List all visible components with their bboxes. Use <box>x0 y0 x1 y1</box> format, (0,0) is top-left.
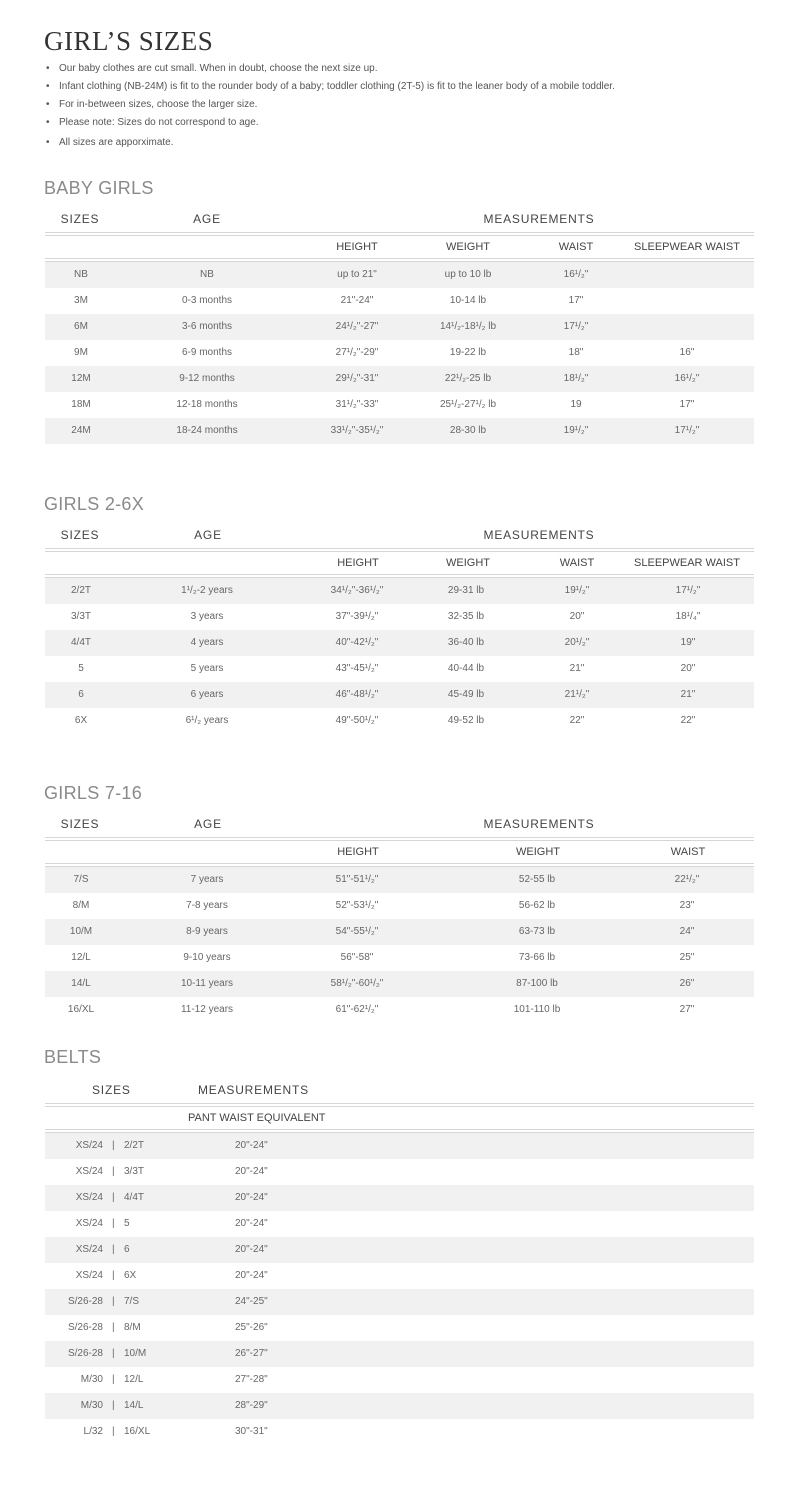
size-cell: 5 <box>78 663 84 674</box>
waist-header: WAIST <box>559 557 595 569</box>
age-cell: 9-10 years <box>183 952 231 963</box>
sleepwear-waist-cell: 21" <box>680 689 696 700</box>
pant-waist-cell: 25"-26" <box>235 1322 268 1333</box>
table-subheader <box>45 841 754 863</box>
height-cell: 24¹/₂"-27" <box>335 321 379 332</box>
table-row <box>45 366 754 392</box>
size-cell: 8/M <box>72 900 90 911</box>
sizes-header: SIZES <box>60 817 100 831</box>
waist-cell: 21" <box>569 663 585 674</box>
table-subheader <box>45 552 754 574</box>
height-cell: 27¹/₂"-29" <box>335 347 379 358</box>
weight-cell: 45-49 lb <box>447 689 485 700</box>
sleepwear-waist-cell: 16" <box>679 347 695 358</box>
waist-cell: 17" <box>568 295 584 306</box>
size-cell: 12/L <box>71 952 91 963</box>
girls-7-16-title: GIRLS 7-16 <box>44 783 143 803</box>
waist-cell: 18" <box>568 347 584 358</box>
height-cell: 54"-55¹/₂" <box>335 926 379 937</box>
size-cell: 4/4T <box>70 637 92 648</box>
table-subheader <box>45 1107 754 1129</box>
pant-waist-cell: 28"-29" <box>235 1400 268 1411</box>
height-cell: 51"-51¹/₂" <box>335 874 379 885</box>
separator: | <box>112 1296 115 1307</box>
note-text: All sizes are apporximate. <box>59 137 174 148</box>
sizes-header: SIZES <box>60 528 100 542</box>
size-notes-list <box>44 60 615 152</box>
pant-waist-header: PANT WAIST EQUIVALENT <box>188 1112 326 1124</box>
waist-cell: 17¹/₂" <box>563 321 589 332</box>
weight-cell: up to 10 lb <box>444 269 492 280</box>
height-cell: 43"-45¹/₂" <box>335 663 379 674</box>
age-cell: 12-18 months <box>176 399 238 410</box>
table-row <box>45 893 754 919</box>
table-row <box>45 708 754 734</box>
age-cell: 11-12 years <box>180 1004 234 1015</box>
table-header <box>45 813 754 837</box>
separator: | <box>112 1426 115 1437</box>
waist-header: WAIST <box>670 846 706 858</box>
age-cell: 0-3 months <box>181 295 233 306</box>
bullet: • <box>46 137 50 148</box>
clothing-size-cell: 8/M <box>124 1322 141 1333</box>
age-header: AGE <box>193 212 221 226</box>
sleepwear-waist-cell: 17" <box>679 399 695 410</box>
sleepwear-waist-cell: 22" <box>680 715 696 726</box>
clothing-size-cell: 5 <box>124 1218 130 1229</box>
girls-2-6x-table <box>45 524 754 734</box>
girls-2-6x-title: GIRLS 2-6X <box>44 494 145 514</box>
sleepwear-waist-cell: 16¹/₂" <box>674 373 700 384</box>
sleepwear-waist-cell: 20" <box>680 663 696 674</box>
table-subheader <box>45 236 754 258</box>
waist-cell: 20¹/₂" <box>564 637 590 648</box>
weight-cell: 40-44 lb <box>447 663 485 674</box>
table-row <box>45 1159 754 1185</box>
page-title: GIRL’S SIZES <box>44 26 214 56</box>
bullet: • <box>46 117 50 128</box>
note-text: Infant clothing (NB-24M) is fit to the rounder body of a baby; toddler clothing (2T-5) is fit to the leaner body of a mobile toddler. <box>59 81 615 92</box>
measurements-header: MEASUREMENTS <box>483 212 595 226</box>
sleepwear-waist-cell: 17¹/₂" <box>674 425 700 436</box>
table-row <box>45 1367 754 1393</box>
clothing-size-cell: 7/S <box>124 1296 140 1307</box>
height-cell: 31¹/₂"-33" <box>335 399 379 410</box>
table-row <box>45 682 754 708</box>
height-cell: 34¹/₂"-36¹/₂" <box>330 585 384 596</box>
separator: | <box>112 1244 115 1255</box>
size-cell: 3/3T <box>70 611 92 622</box>
age-cell: 9-12 months <box>179 373 235 384</box>
clothing-size-cell: 6X <box>124 1270 137 1281</box>
belt-size-cell: XS/24 <box>75 1218 103 1229</box>
age-cell: 4 years <box>190 637 224 648</box>
separator: | <box>112 1322 115 1333</box>
table-body <box>45 867 754 1023</box>
bullet: • <box>46 81 50 92</box>
belt-size-cell: XS/24 <box>75 1192 103 1203</box>
clothing-size-cell: 6 <box>124 1244 130 1255</box>
baby-girls-title: BABY GIRLS <box>44 178 154 198</box>
weight-cell: 63-73 lb <box>518 926 556 937</box>
belt-size-cell: XS/24 <box>75 1270 103 1281</box>
table-row <box>45 1315 754 1341</box>
note-item <box>44 114 615 132</box>
note-item <box>44 78 615 96</box>
baby-girls-table <box>45 208 754 444</box>
weight-cell: 19-22 lb <box>449 347 487 358</box>
belt-size-cell: XS/24 <box>75 1166 103 1177</box>
waist-cell: 24" <box>679 926 695 937</box>
table-body <box>45 1133 754 1445</box>
belt-size-cell: M/30 <box>80 1374 103 1385</box>
size-cell: 2/2T <box>70 585 92 596</box>
clothing-size-cell: 4/4T <box>124 1192 145 1203</box>
pant-waist-cell: 20"-24" <box>235 1192 268 1203</box>
pant-waist-cell: 26"-27" <box>235 1348 268 1359</box>
table-row <box>45 919 754 945</box>
separator: | <box>112 1140 115 1151</box>
table-row <box>45 578 754 604</box>
waist-cell: 25" <box>679 952 695 963</box>
weight-header: WEIGHT <box>516 846 560 858</box>
weight-header: WEIGHT <box>446 557 490 569</box>
waist-cell: 21¹/₂" <box>564 689 590 700</box>
belt-size-cell: S/26-28 <box>67 1296 103 1307</box>
note-item <box>44 96 615 114</box>
belt-size-cell: S/26-28 <box>67 1322 103 1333</box>
table-row <box>45 262 754 288</box>
belts-title: BELTS <box>44 1047 102 1067</box>
weight-cell: 10-14 lb <box>449 295 487 306</box>
table-row <box>45 867 754 893</box>
age-cell: 3-6 months <box>181 321 233 332</box>
size-cell: 10/M <box>69 926 93 937</box>
size-cell: 12M <box>71 373 91 384</box>
size-cell: 16/XL <box>67 1004 95 1015</box>
waist-cell: 19¹/₂" <box>563 425 589 436</box>
table-row <box>45 630 754 656</box>
separator: | <box>112 1348 115 1359</box>
sleepwear-waist-cell: 17¹/₂" <box>675 585 701 596</box>
weight-header: WEIGHT <box>446 241 490 253</box>
waist-cell: 19 <box>570 399 582 410</box>
table-header <box>45 1079 754 1103</box>
clothing-size-cell: 12/L <box>124 1374 144 1385</box>
table-row <box>45 1289 754 1315</box>
waist-cell: 26" <box>679 978 695 989</box>
table-header <box>45 524 754 548</box>
measurements-header: MEASUREMENTS <box>198 1083 309 1097</box>
age-cell: 6¹/₂ years <box>185 715 229 726</box>
waist-cell: 23" <box>679 900 695 911</box>
girls-7-16-table <box>45 813 754 1023</box>
height-header: HEIGHT <box>337 557 379 569</box>
size-cell: 14/L <box>71 978 91 989</box>
pant-waist-cell: 20"-24" <box>235 1166 268 1177</box>
height-cell: 21"-24" <box>340 295 374 306</box>
weight-cell: 32-35 lb <box>447 611 485 622</box>
age-cell: 10-11 years <box>180 978 234 989</box>
size-cell: 24M <box>71 425 91 436</box>
height-cell: up to 21" <box>337 269 377 280</box>
pant-waist-cell: 20"-24" <box>235 1218 268 1229</box>
table-row <box>45 1419 754 1445</box>
weight-cell: 25¹/₂-27¹/₂ lb <box>439 399 497 410</box>
age-cell: 5 years <box>190 663 224 674</box>
table-row <box>45 1133 754 1159</box>
sleepwear-waist-cell: 18¹/₄" <box>675 611 701 622</box>
age-cell: 18-24 months <box>176 425 238 436</box>
size-cell: NB <box>74 269 88 280</box>
separator: | <box>112 1374 115 1385</box>
weight-cell: 36-40 lb <box>447 637 485 648</box>
waist-cell: 20" <box>569 611 585 622</box>
separator: | <box>112 1218 115 1229</box>
height-header: HEIGHT <box>337 846 379 858</box>
bullet: • <box>46 63 50 74</box>
table-row <box>45 604 754 630</box>
waist-cell: 19¹/₂" <box>564 585 590 596</box>
note-text: For in-between sizes, choose the larger size. <box>59 99 258 110</box>
size-cell: 6 <box>78 689 84 700</box>
height-cell: 61"-62¹/₂" <box>335 1004 379 1015</box>
clothing-size-cell: 2/2T <box>124 1140 145 1151</box>
note-text: Our baby clothes are cut small. When in doubt, choose the next size up. <box>59 63 378 74</box>
table-row <box>45 418 754 444</box>
height-cell: 56"-58" <box>340 952 374 963</box>
size-cell: 3M <box>74 295 88 306</box>
measurements-header: MEASUREMENTS <box>483 817 595 831</box>
table-row <box>45 997 754 1023</box>
age-cell: 6-9 months <box>181 347 233 358</box>
note-item <box>44 60 615 78</box>
age-cell: 1¹/₂-2 years <box>181 585 233 596</box>
waist-cell: 22¹/₂" <box>674 874 700 885</box>
weight-cell: 52-55 lb <box>518 874 556 885</box>
waist-header: WAIST <box>558 241 594 253</box>
size-cell: 6X <box>74 715 88 726</box>
weight-cell: 56-62 lb <box>518 900 556 911</box>
sleepwear-waist-header: SLEEPWEAR WAIST <box>634 557 740 569</box>
age-cell: NB <box>200 269 214 280</box>
table-row <box>45 945 754 971</box>
height-cell: 29¹/₂"-31" <box>335 373 379 384</box>
pant-waist-cell: 20"-24" <box>235 1140 268 1151</box>
clothing-size-cell: 10/M <box>124 1348 147 1359</box>
height-header: HEIGHT <box>336 241 378 253</box>
table-row <box>45 1211 754 1237</box>
waist-cell: 27" <box>679 1004 695 1015</box>
weight-cell: 14¹/₂-18¹/₂ lb <box>439 321 497 332</box>
sleepwear-waist-cell: 19" <box>680 637 696 648</box>
note-text: Please note: Sizes do not correspond to age. <box>59 117 259 128</box>
table-row <box>45 340 754 366</box>
weight-cell: 49-52 lb <box>447 715 485 726</box>
size-cell: 7/S <box>73 874 89 885</box>
size-cell: 6M <box>74 321 88 332</box>
height-cell: 49"-50¹/₂" <box>335 715 379 726</box>
age-cell: 6 years <box>190 689 224 700</box>
height-cell: 58¹/₂"-60¹/₂" <box>330 978 384 989</box>
bullet: • <box>46 99 50 110</box>
height-cell: 46"-48¹/₂" <box>335 689 379 700</box>
weight-cell: 87-100 lb <box>516 978 558 989</box>
height-cell: 33¹/₂"-35¹/₂" <box>330 425 384 436</box>
sleepwear-waist-header: SLEEPWEAR WAIST <box>634 241 740 253</box>
belt-size-cell: S/26-28 <box>67 1348 103 1359</box>
note-item <box>44 134 615 152</box>
age-header: AGE <box>194 817 222 831</box>
table-row <box>45 1237 754 1263</box>
table-row <box>45 656 754 682</box>
belt-size-cell: XS/24 <box>75 1140 103 1151</box>
belt-size-cell: XS/24 <box>75 1244 103 1255</box>
pant-waist-cell: 24"-25" <box>235 1296 268 1307</box>
height-cell: 37"-39¹/₂" <box>335 611 379 622</box>
weight-cell: 101-110 lb <box>513 1004 561 1015</box>
table-body <box>45 578 754 734</box>
belt-size-cell: M/30 <box>80 1400 103 1411</box>
waist-cell: 18¹/₂" <box>563 373 589 384</box>
pant-waist-cell: 20"-24" <box>235 1244 268 1255</box>
table-row <box>45 1185 754 1211</box>
weight-cell: 29-31 lb <box>447 585 485 596</box>
height-cell: 40"-42¹/₂" <box>335 637 379 648</box>
size-cell: 9M <box>74 347 88 358</box>
table-row <box>45 392 754 418</box>
waist-cell: 22" <box>569 715 585 726</box>
belt-size-cell: L/32 <box>83 1426 103 1437</box>
table-header <box>45 208 754 232</box>
weight-cell: 28-30 lb <box>449 425 487 436</box>
table-row <box>45 971 754 997</box>
clothing-size-cell: 14/L <box>124 1400 144 1411</box>
table-row <box>45 314 754 340</box>
pant-waist-cell: 27"-28" <box>235 1374 268 1385</box>
pant-waist-cell: 30"-31" <box>235 1426 268 1437</box>
separator: | <box>112 1400 115 1411</box>
table-row <box>45 1393 754 1419</box>
age-cell: 8-9 years <box>186 926 228 937</box>
separator: | <box>112 1166 115 1177</box>
table-row <box>45 1341 754 1367</box>
age-header: AGE <box>194 528 222 542</box>
clothing-size-cell: 16/XL <box>124 1426 151 1437</box>
separator: | <box>112 1192 115 1203</box>
pant-waist-cell: 20"-24" <box>235 1270 268 1281</box>
table-row <box>45 288 754 314</box>
height-cell: 52"-53¹/₂" <box>335 900 379 911</box>
sizes-header: SIZES <box>92 1083 131 1097</box>
waist-cell: 16¹/₂" <box>563 269 589 280</box>
measurements-header: MEASUREMENTS <box>483 528 595 542</box>
separator: | <box>112 1270 115 1281</box>
age-cell: 7-8 years <box>186 900 228 911</box>
table-body <box>45 262 754 444</box>
weight-cell: 73-66 lb <box>518 952 556 963</box>
age-cell: 3 years <box>190 611 224 622</box>
sizes-header: SIZES <box>60 212 100 226</box>
age-cell: 7 years <box>190 874 224 885</box>
size-cell: 18M <box>71 399 91 410</box>
belts-table <box>45 1079 754 1445</box>
table-row <box>45 1263 754 1289</box>
weight-cell: 22¹/₂-25 lb <box>444 373 492 384</box>
clothing-size-cell: 3/3T <box>124 1166 145 1177</box>
